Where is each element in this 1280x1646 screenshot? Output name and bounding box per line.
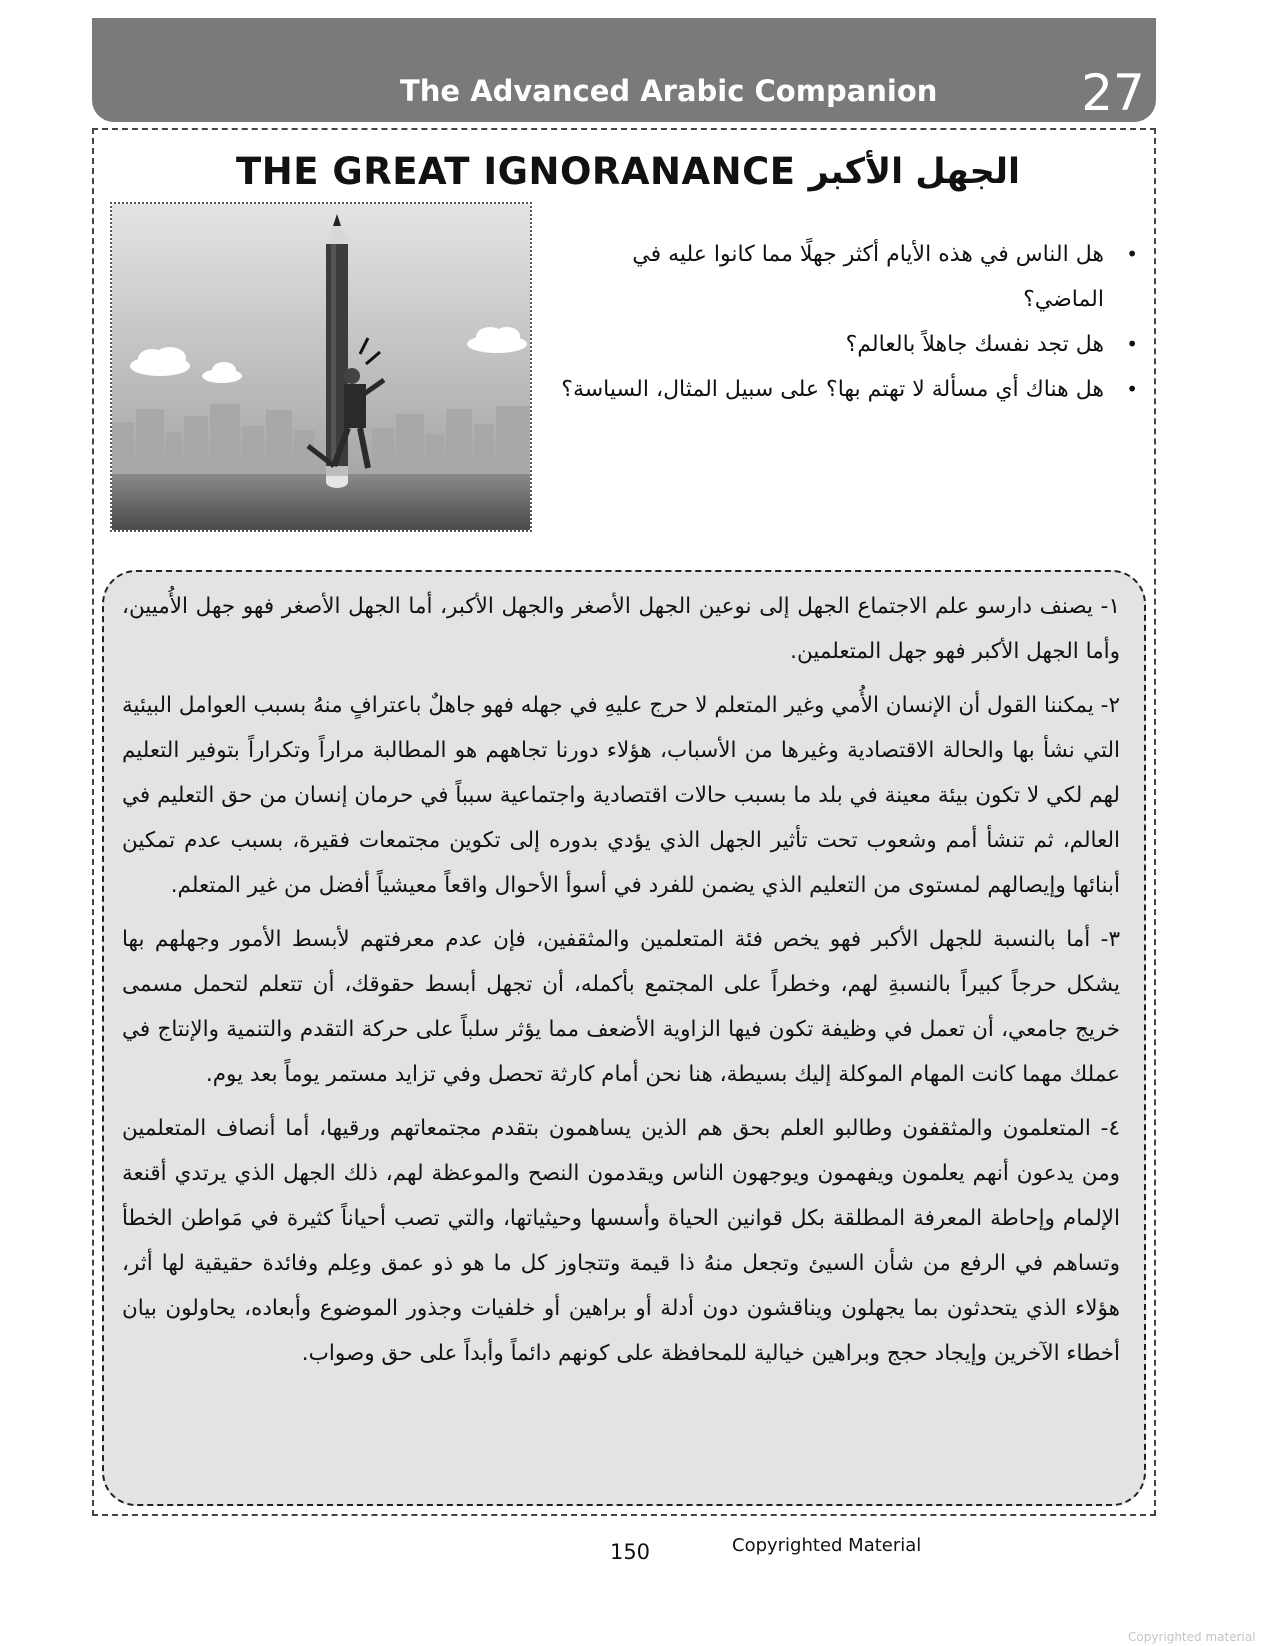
pencil-icon: [326, 214, 348, 488]
question-item: • هل تجد نفسك جاهلاً بالعالم؟: [560, 322, 1104, 367]
passage-paragraph: ٢- يمكننا القول أن الإنسان الأُمي وغير المتعلم لا حرج عليهِ في جهله فهو جاهلٌ باعترافٍ منهُ بسبب العوامل البيئية التي نشأ بها والحالة الاقتصادية وغيرها من الأسباب، هؤلاء دورنا تجاههم هو المطالبة مراراً وتكراراً بتوفير التعليم لهم لكي لا تكون بيئة معينة في بلد ما بسبب حالات اقتصادية واجتماعية سبباً في حرمان إنسان من حق التعليم في العالم، ثم تنشأ أمم وشعوب تحت تأثير الجهل الذي يؤدي بدوره إلى تكوين مجتمعات فقيرة، بسبب عدم تمكين أبنائها وإيصالهم لمستوى من التعليم الذي يضمن للفرد في أسوأ الأحوال واقعاً معيشياً أفضل من غير المتعلم.: [122, 693, 1120, 898]
chapter-page-number: 27: [1081, 64, 1145, 122]
footer-page-number: 150: [609, 1540, 651, 1564]
passage-paragraph: ٤- المتعلمون والمثقفون وطالبو العلم بحق هم الذين يساهمون بتقدم مجتمعاتهم ورقيها، أما أنصاف المتعلمين ومن يدعون أنهم يعلمون ويفهمون ويوجهون الناس ويقدمون النصح والموعظة لهم، ذلك الجهل الذي يرتدي أقنعة الإلمام وإحاطة المعرفة المطلقة بكل قوانين الحياة وأسسها وحيثياتها، والتي تصب أحياناً كثيرة في مَواطن الخطأ وتساهم في الرفع من شأن السيئ وتجعل منهُ ذا قيمة وتتجاوز كل ما هو ذو عمق وعِلم وفائدة حقيقية لها أثر، هؤلاء الذي يتحدثون بما يجهلون ويناقشون دون أدلة أو براهين أو خلفيات وجذور الموضوع وأبعاده، يحاولون بيان أخطاء الآخرين وإيجاد حجج وبراهين خيالية للمحافظة على كونهم دائماً وأبداً على حق وصواب.: [122, 1116, 1120, 1366]
book-title: The Advanced Arabic Companion: [400, 74, 938, 108]
watermark: Copyrighted material: [1128, 1630, 1256, 1644]
pencil-man-illustration: [110, 202, 532, 532]
reading-passage: [102, 570, 1146, 1506]
footer-copyright: Copyrighted Material: [732, 1535, 922, 1556]
passage-paragraph: ٣- أما بالنسبة للجهل الأكبر فهو يخص فئة المتعلمين والمثقفين، فإن عدم معرفتهم لأبسط الأمور وجهلهم بها يشكل حرجاً كبيراً بالنسبةِ لهم، وخطراً على المجتمع بأكمله، أن تجهل أبسط حقوقك، أن تتعلم لتحمل مسمى خريج جامعي، أن تعمل في وظيفة تكون فيها الزاوية الأضعف مما يؤثر سلباً على حركة التقدم والتنمية والإنتاج في عملك مهما كانت المهام الموكلة إليك بسيطة، هنا نحن أمام كارثة تحصل وفي تزايد مستمر يوماً بعد يوم.: [122, 927, 1120, 1087]
passage-paragraph: ١- يصنف دارسو علم الاجتماع الجهل إلى نوعين الجهل الأصغر والجهل الأكبر، أما الجهل الأصغر فهو جهل الأُميين، وأما الجهل الأكبر فهو جهل المتعلمين.: [122, 594, 1120, 664]
discussion-questions: [560, 232, 1120, 412]
question-item: • هل الناس في هذه الأيام أكثر جهلًا مما كانوا عليه في الماضي؟: [560, 232, 1104, 322]
article-title-english: THE GREAT IGNORANANCE: [236, 150, 796, 193]
question-item: • هل هناك أي مسألة لا تهتم بها؟ على سبيل المثال، السياسة؟: [560, 367, 1104, 412]
article-title-arabic: الجهل الأكبر: [808, 152, 1020, 192]
